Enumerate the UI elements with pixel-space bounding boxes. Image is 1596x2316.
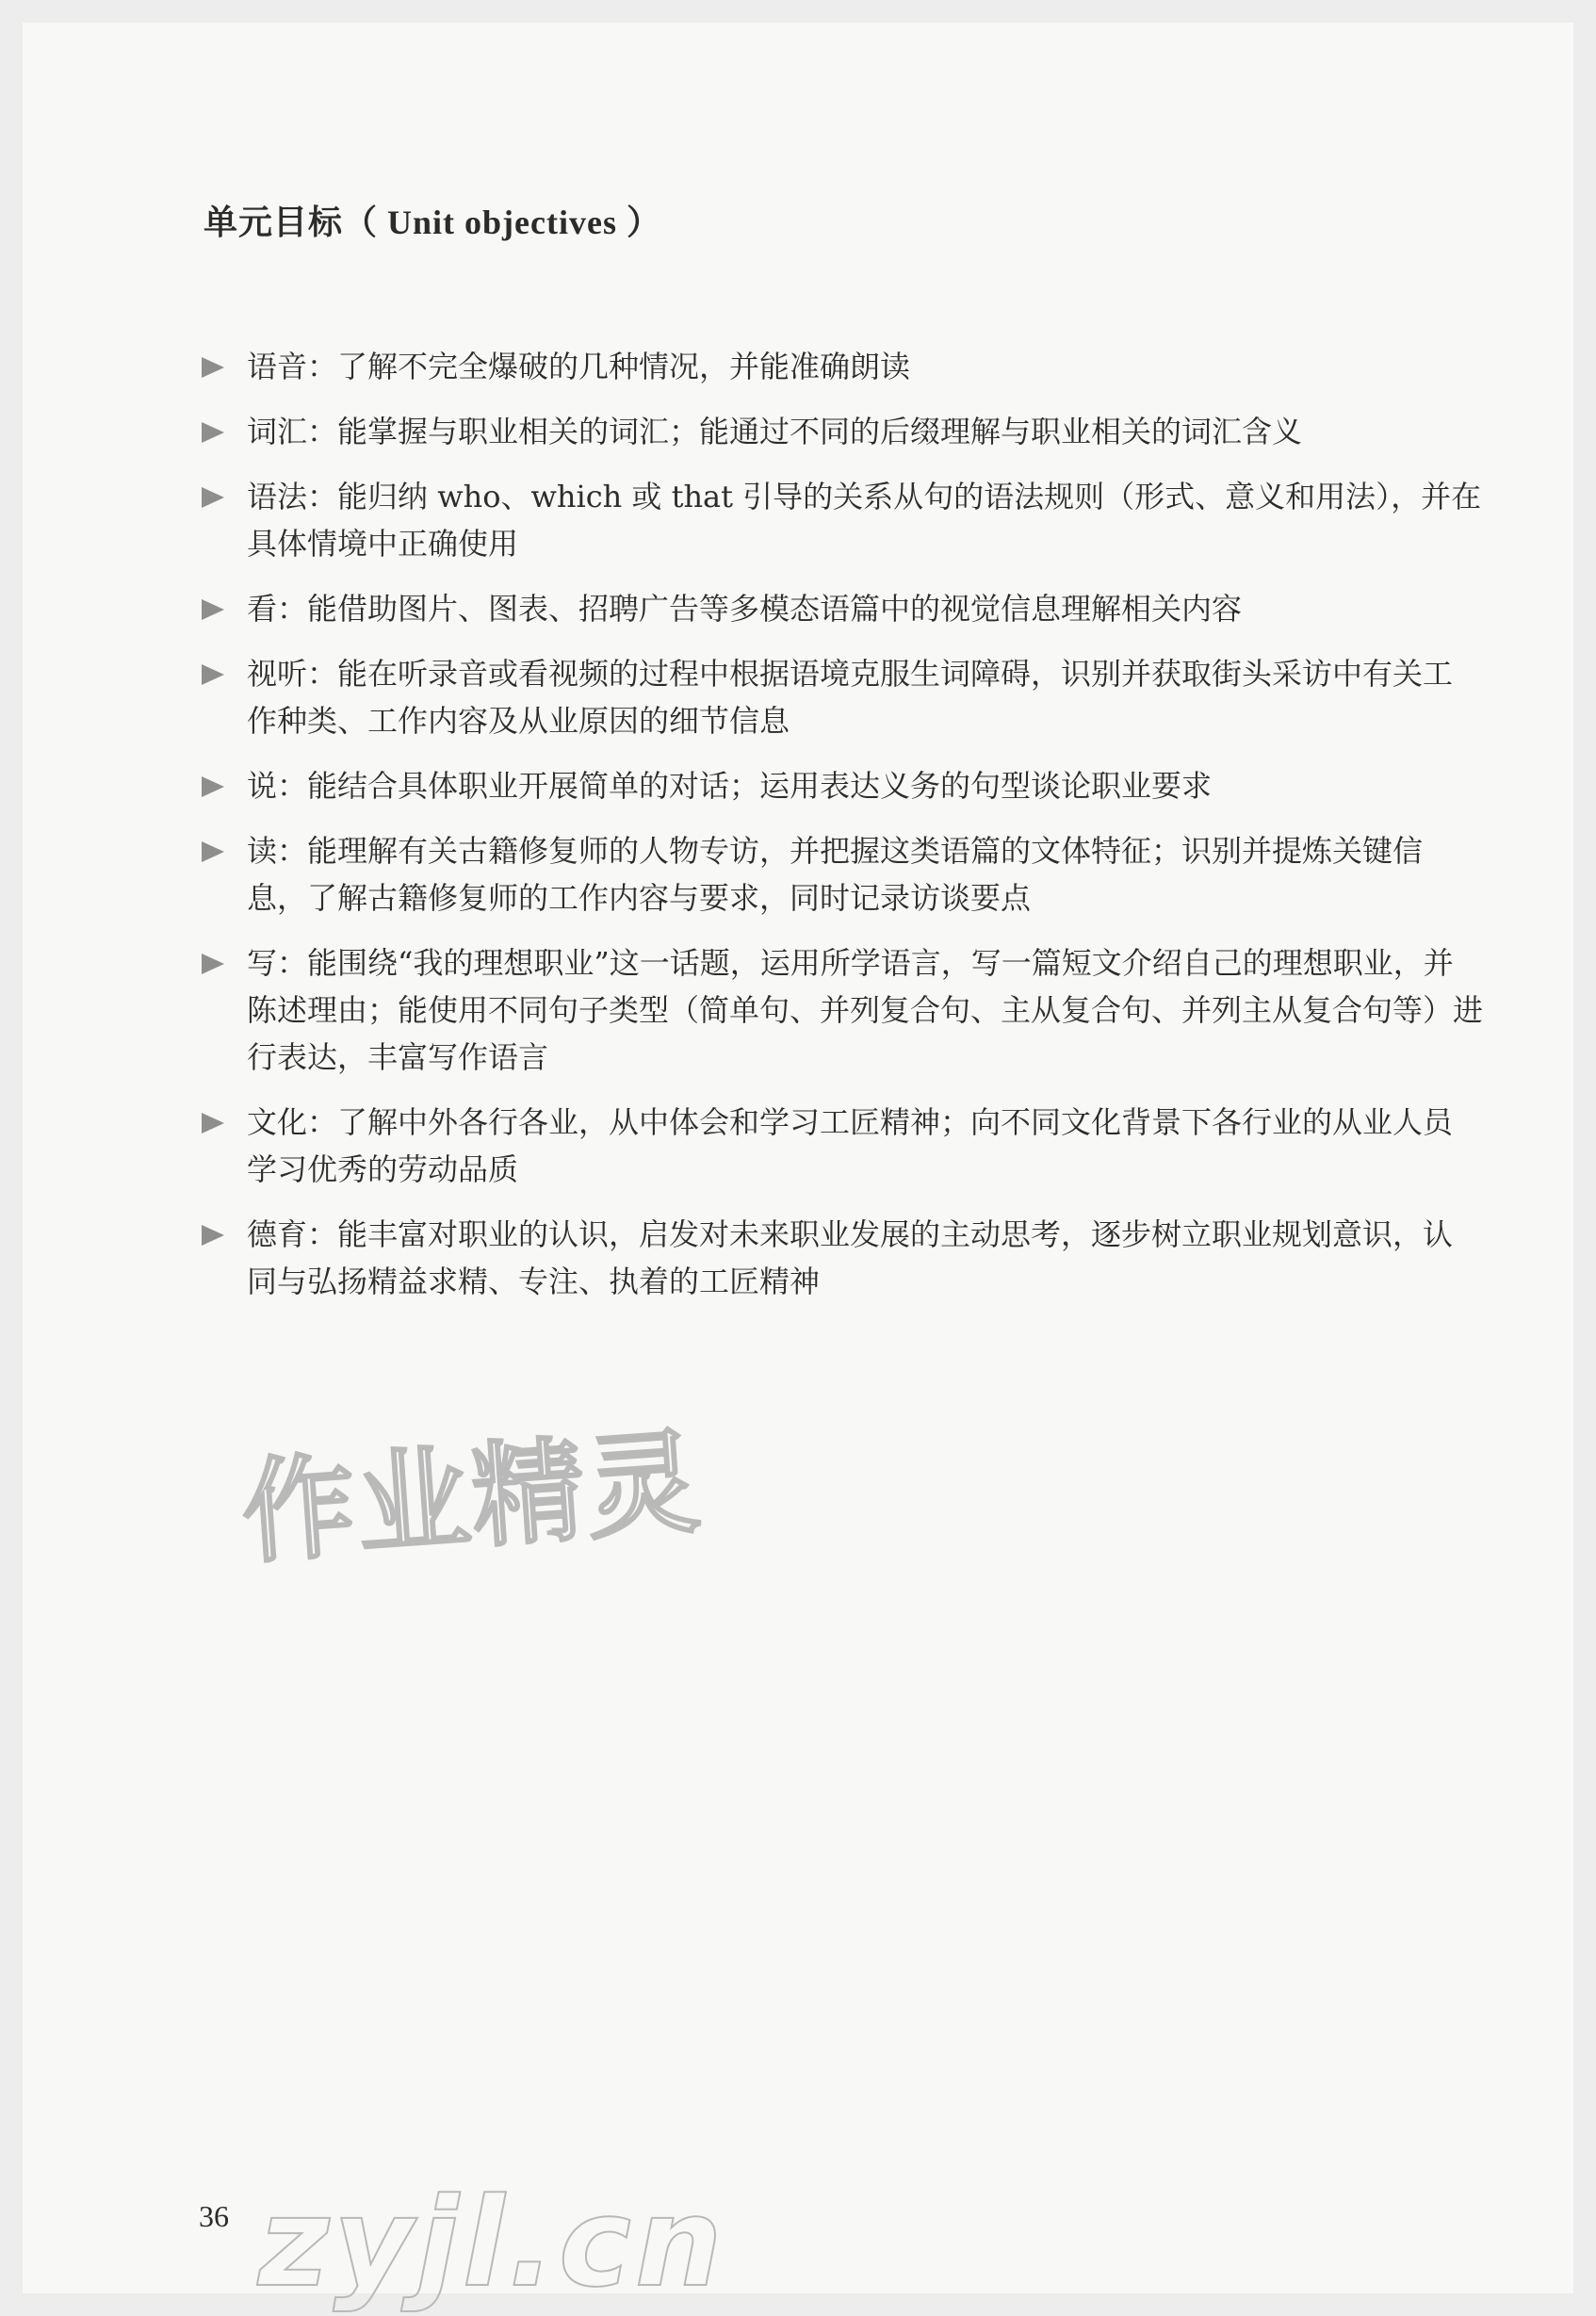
objective-separator: ： [277, 945, 308, 981]
objective-text: 能归纳 who、which 或 that 引导的关系从句的语法规则（形式、意义和用法），并在具体情境中正确使用 [247, 479, 1482, 562]
objective-item-reading [202, 827, 1483, 922]
section-heading [204, 196, 661, 244]
objective-text: 能借助图片、图表、招聘广告等多模态语篇中的视觉信息理解相关内容 [307, 591, 1243, 627]
objective-label: 写 [247, 945, 278, 981]
triangle-bullet-icon [202, 1113, 224, 1134]
objective-separator: ： [307, 1104, 338, 1140]
triangle-bullet-icon [202, 1225, 224, 1246]
objective-item-grammar [202, 473, 1483, 567]
objective-text: 能围绕“我的理想职业”这一话题，运用所学语言，写一篇短文介绍自己的理想职业，并陈述理由；能使用不同句子类型（简单句、并列复合句、主从复合句、并列主从复合句等）进行表达，丰富写作语言 [247, 945, 1484, 1075]
objective-item-writing [202, 939, 1483, 1081]
objective-label: 德育 [247, 1216, 308, 1252]
objective-label: 文化 [247, 1104, 308, 1140]
objective-label: 视听 [247, 656, 308, 692]
objectives-list [202, 343, 1483, 1323]
objective-separator: ： [277, 768, 308, 804]
objective-item-speaking [202, 762, 1483, 809]
objective-item-moral-education [202, 1211, 1483, 1305]
triangle-bullet-icon [202, 954, 224, 974]
heading-title-en: （ Unit objectives ） [343, 204, 661, 241]
objective-separator: ： [307, 414, 338, 449]
objective-text: 了解中外各行各业，从中体会和学习工匠精神；向不同文化背景下各行业的从业人员学习优秀的劳动品质 [247, 1104, 1454, 1187]
triangle-bullet-icon [202, 422, 224, 443]
objective-text: 能理解有关古籍修复师的人物专访，并把握这类语篇的文体特征；识别并提炼关键信息，了解古籍修复师的工作内容与要求，同时记录访谈要点 [247, 833, 1424, 916]
objective-item-listening [202, 650, 1483, 744]
objective-separator: ： [307, 479, 338, 514]
objective-text: 能结合具体职业开展简单的对话；运用表达义务的句型谈论职业要求 [307, 768, 1213, 804]
objective-label: 说 [247, 768, 278, 804]
objective-text: 能丰富对职业的认识，启发对未来职业发展的主动思考，逐步树立职业规划意识，认同与弘扬精益求精、专注、执着的工匠精神 [247, 1216, 1454, 1299]
objective-label: 词汇 [247, 414, 308, 449]
triangle-bullet-icon [202, 487, 224, 508]
objective-item-culture [202, 1099, 1483, 1193]
objective-label: 看 [247, 591, 278, 627]
objective-separator: ： [307, 656, 338, 692]
triangle-bullet-icon [202, 664, 224, 685]
triangle-bullet-icon [202, 599, 224, 620]
watermark-logo-url: zyjl.cn [258, 2171, 726, 2314]
textbook-page [23, 23, 1573, 2314]
objective-text: 能掌握与职业相关的词汇；能通过不同的后缀理解与职业相关的词汇含义 [337, 414, 1303, 449]
page-number: 36 [199, 2199, 229, 2233]
objective-text: 能在听录音或看视频的过程中根据语境克服生词障碍，识别并获取街头采访中有关工作种类、工作内容及从业原因的细节信息 [247, 656, 1454, 739]
objective-item-viewing [202, 585, 1483, 632]
triangle-bullet-icon [202, 841, 224, 862]
triangle-bullet-icon [202, 776, 224, 797]
objective-separator: ： [277, 591, 308, 627]
objective-text: 了解不完全爆破的几种情况，并能准确朗读 [337, 349, 911, 384]
objective-separator: ： [277, 833, 308, 869]
objective-separator: ： [307, 1216, 338, 1252]
objective-item-vocabulary [202, 408, 1483, 455]
objective-label: 语音 [247, 349, 308, 384]
objective-label: 语法 [247, 479, 308, 514]
heading-title-cn: 单元目标 [204, 203, 344, 242]
objective-label: 读 [247, 833, 278, 869]
watermark-logo-cn: 作业精灵 [237, 1417, 706, 1580]
triangle-bullet-icon [202, 357, 224, 378]
objective-item-pronunciation [202, 343, 1483, 390]
objective-separator: ： [307, 349, 338, 384]
